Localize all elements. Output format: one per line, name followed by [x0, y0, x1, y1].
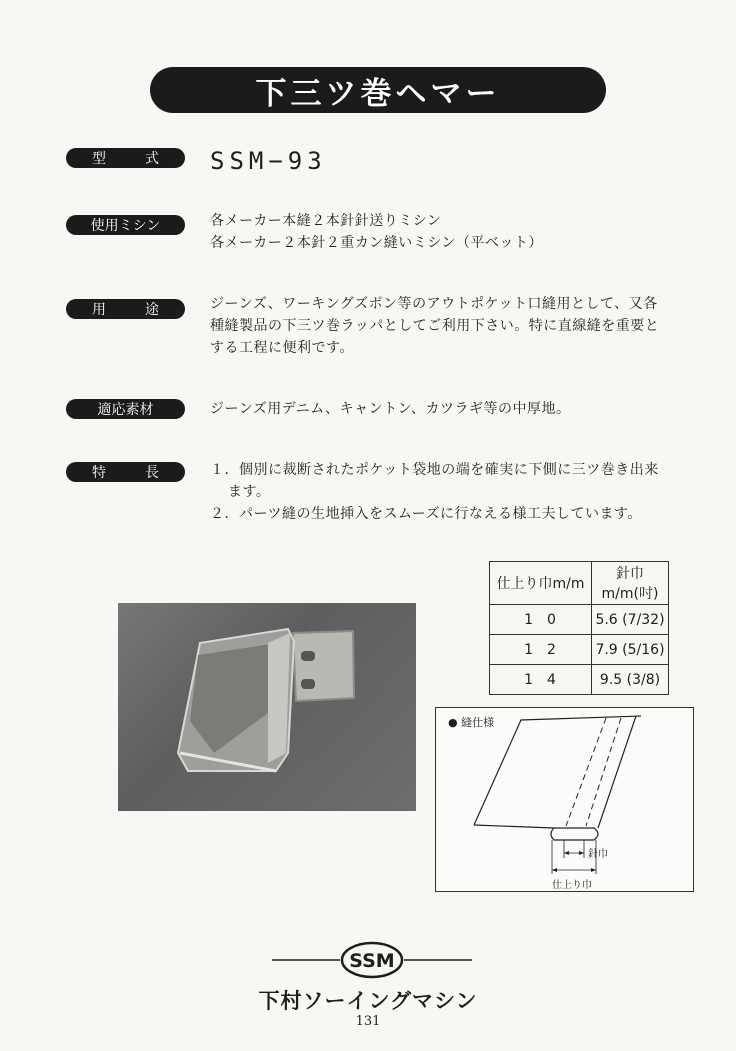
- table-cell: 14: [490, 665, 592, 695]
- model-value: SSM−93: [210, 147, 327, 175]
- table-cell: 5.6 (7/32): [592, 605, 669, 635]
- logo-text: SSM: [349, 950, 395, 972]
- table-cell: 9.5 (3/8): [592, 665, 669, 695]
- text-line: 各メーカー２本針２重カン縫いミシン（平ベット）: [210, 235, 543, 251]
- table-header-row: [490, 562, 669, 605]
- usage-text: [210, 293, 700, 359]
- table-header: 仕上り巾m/m: [490, 562, 592, 605]
- feature-item-continuation: ます。: [228, 484, 271, 500]
- section-label-features: [66, 462, 185, 482]
- page-title: 下三ツ巻ヘマー: [150, 67, 606, 113]
- label-part: 用: [92, 302, 106, 318]
- label-part: 途: [145, 302, 159, 318]
- product-photo: [118, 603, 416, 811]
- needle-width-label: 針巾: [588, 849, 608, 860]
- table-row: [490, 665, 669, 695]
- section-label-material: 適応素材: [66, 399, 185, 419]
- company-name: 下村ソーイングマシン: [258, 989, 478, 1013]
- section-label-model: [66, 148, 185, 168]
- table-cell: 7.9 (5/16): [592, 635, 669, 665]
- machine-text: [210, 210, 700, 254]
- section-label-usage: [66, 299, 185, 319]
- section-label-machine: 使用ミシン: [66, 215, 185, 235]
- label-part: 型: [92, 151, 106, 167]
- table-cell: 10: [490, 605, 592, 635]
- label-part: 長: [145, 465, 159, 481]
- table-header: 針巾m/m(吋): [592, 562, 669, 605]
- hem-fold-drawing: [436, 708, 693, 891]
- text-line: する工程に便利です。: [210, 340, 354, 356]
- text-line: 各メーカー本縫２本針針送りミシン: [210, 213, 442, 229]
- text-line: 種縫製品の下三ツ巻ラッパとしてご利用下さい。特に直線縫を重要と: [210, 318, 660, 334]
- feature-item: １．個別に裁断されたポケット袋地の端を確実に下側に三ツ巻き出来: [210, 462, 659, 478]
- table-row: [490, 635, 669, 665]
- label-part: 特: [92, 465, 106, 481]
- label-part: 式: [145, 151, 159, 167]
- diagram-title: ● 縫仕様: [448, 716, 495, 729]
- text-line: ジーンズ、ワーキングズボン等のアウトポケット口縫用として、又各: [210, 296, 658, 312]
- stitch-diagram: [435, 707, 694, 892]
- features-list: [210, 459, 700, 525]
- ssm-logo: [272, 940, 472, 980]
- folder-attachment-image: [118, 603, 416, 811]
- page-number: 131: [355, 1014, 381, 1029]
- table-row: [490, 605, 669, 635]
- feature-item: ２．パーツ縫の生地挿入をスムーズに行なえる様工夫しています。: [210, 506, 642, 522]
- material-text: ジーンズ用デニム、キャントン、カツラギ等の中厚地。: [210, 401, 571, 417]
- finish-width-label: 仕上り巾: [552, 880, 592, 891]
- table-cell: 12: [490, 635, 592, 665]
- spec-table: [489, 561, 669, 695]
